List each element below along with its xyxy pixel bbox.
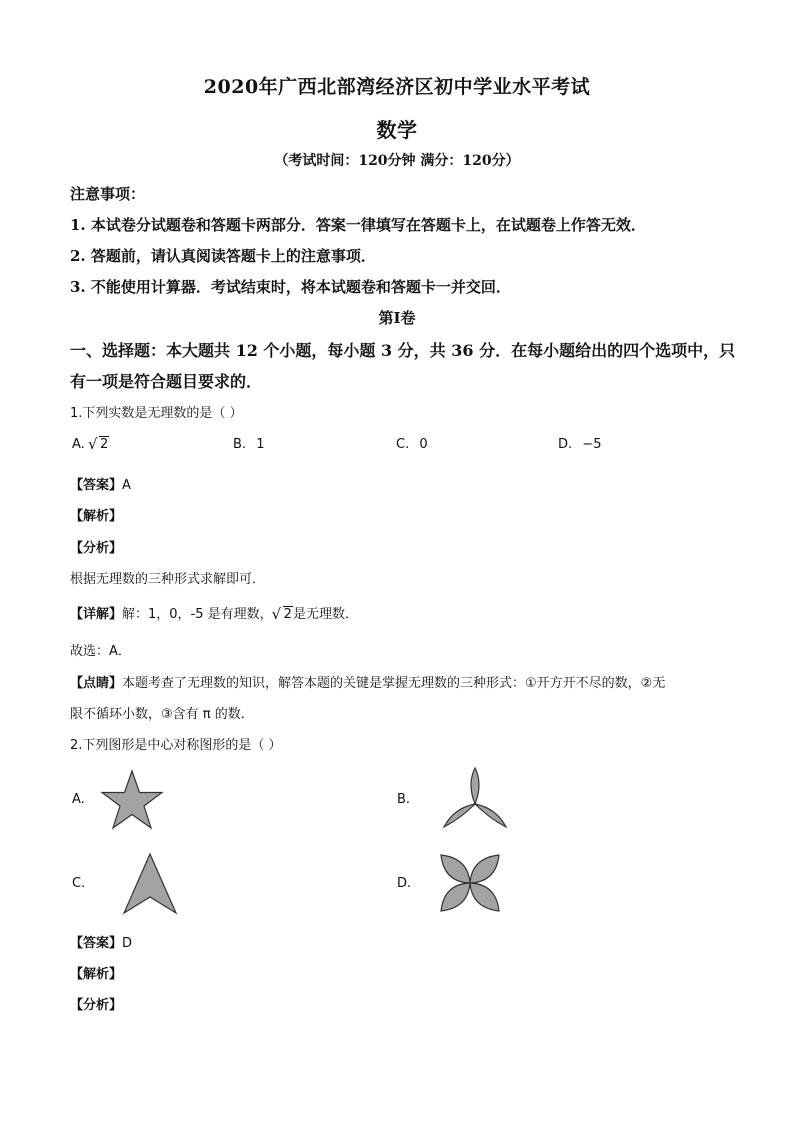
q1-option-c: [396, 437, 428, 452]
q1-option-a-value: 2: [99, 437, 109, 452]
q1-answer: [70, 474, 131, 493]
q1-detail-radicand: 2: [283, 607, 292, 622]
q2-answer-label: 【答案】: [70, 936, 123, 951]
part-label: 第Ⅰ卷: [378, 309, 416, 327]
q1-option-b: [233, 437, 264, 452]
q1-option-a-label: A.: [72, 437, 85, 452]
q1-comment-line-2: 限不循环小数，③含有 π 的数．: [70, 707, 254, 722]
q2-option-c-label: C.: [72, 876, 86, 891]
q1-answer-value: A: [122, 478, 131, 493]
exam-title: 2020年广西北部湾经济区初中学业水平考试: [203, 76, 591, 98]
q1-comment-label: 【点睛】: [70, 676, 123, 691]
q1-option-a: [72, 437, 109, 452]
q2-answer: [70, 932, 132, 951]
three-petal-figure: [440, 766, 510, 830]
q1-option-c-value: 0: [419, 437, 428, 452]
q1-option-b-value: 1: [256, 437, 265, 452]
q2-stem: 2.下列图形是中心对称图形的是（ ）: [70, 738, 282, 753]
q1-choose: 故选：A．: [70, 644, 131, 659]
time-info: （考试时间：120分钟 满分：120分）: [274, 153, 520, 169]
q2-answer-value: D: [122, 936, 133, 951]
note-item-3: 3. 不能使用计算器．考试结束时，将本试题卷和答题卡一并交回．: [70, 278, 511, 296]
q1-fenxi-text: 根据无理数的三种形式求解即可．: [70, 572, 266, 587]
q2-analysis-label: 【解析】: [70, 967, 123, 982]
q1-fenxi-label: 【分析】: [70, 541, 123, 556]
q1-stem: 1.下列实数是无理数的是（ ）: [70, 406, 243, 421]
q1-comment-text: 本题考查了无理数的知识，解答本题的关键是掌握无理数的三种形式：①开方开不尽的数，②无: [122, 676, 666, 691]
notes-heading: 注意事项：: [70, 185, 146, 203]
note-item-1: 1. 本试卷分试题卷和答题卡两部分．答案一律填写在答题卡上，在试题卷上作答无效．: [70, 216, 646, 234]
star-figure: [100, 769, 164, 831]
four-petal-figure: [438, 852, 502, 914]
q1-detail: [70, 603, 358, 622]
q1-option-d-label: D.: [558, 437, 573, 452]
section-heading-line-2: 有一项是符合题目要求的．: [70, 372, 263, 391]
q1-option-d-value: −5: [582, 437, 602, 452]
section-heading-line-1: 一、选择题：本大题共 12 个小题，每小题 3 分，共 36 分．在每小题给出的四个选项中，只: [70, 341, 736, 360]
q1-analysis-label: 【解析】: [70, 509, 123, 524]
q2-option-d-label: D.: [397, 876, 412, 891]
sqrt-symbol: [273, 607, 293, 622]
q1-option-b-label: B.: [233, 437, 247, 452]
q1-detail-label: 【详解】: [70, 607, 123, 622]
q2-option-b-label: B.: [397, 792, 411, 807]
q2-fenxi-label: 【分析】: [70, 998, 123, 1013]
q1-detail-before: 解：1，0，-5 是有理数，: [122, 607, 273, 622]
sqrt-symbol: [89, 437, 109, 452]
arrowhead-figure: [120, 851, 182, 917]
q2-option-a-label: A.: [72, 792, 85, 807]
q1-comment-line-1: [70, 672, 665, 691]
note-item-2: 2. 答题前，请认真阅读答题卡上的注意事项．: [70, 247, 376, 265]
q1-answer-label: 【答案】: [70, 478, 123, 493]
q1-option-c-label: C.: [396, 437, 410, 452]
q1-option-d: [558, 437, 601, 452]
q1-detail-after: 是无理数．: [292, 607, 358, 622]
subject-title: 数学: [376, 118, 418, 142]
